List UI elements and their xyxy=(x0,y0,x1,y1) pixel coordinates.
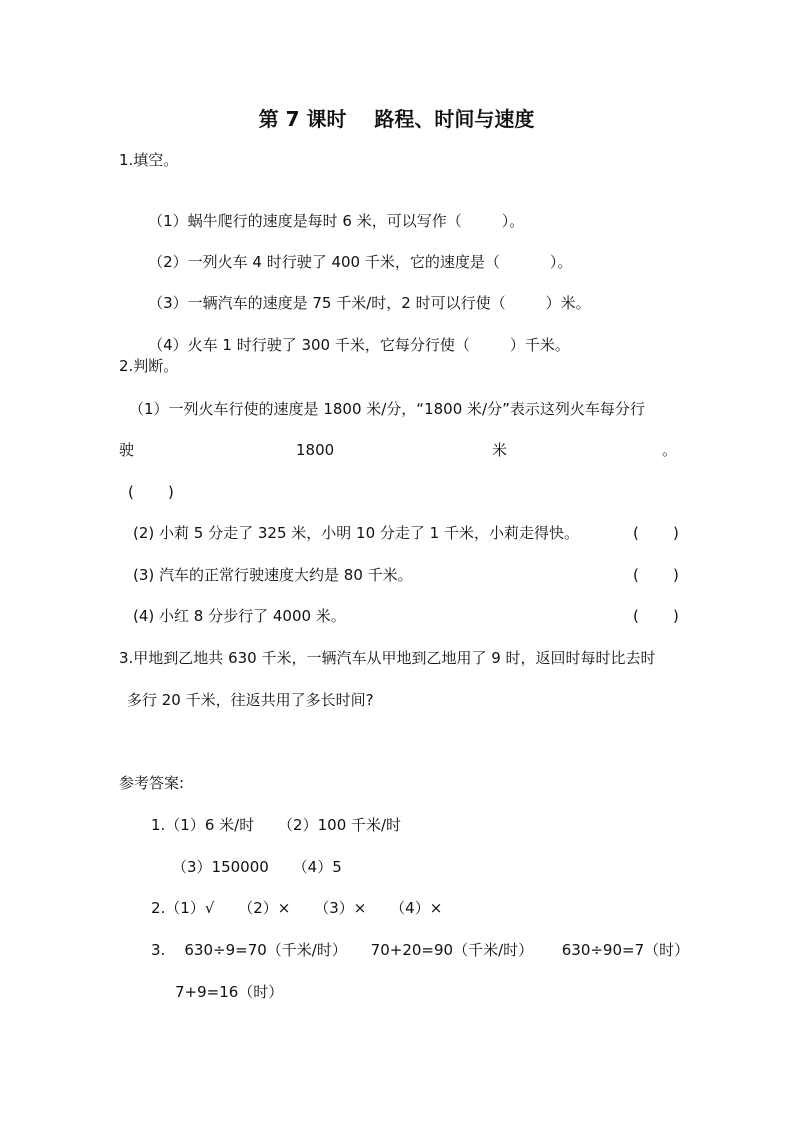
item-suffix: ）。 xyxy=(549,253,573,271)
answer-1-line1: 1.（1）6 米/时 （2）100 千米/时 xyxy=(151,816,402,834)
bracket-open: ( xyxy=(633,607,639,625)
judge-item-1-word: 米 xyxy=(492,441,508,459)
judge-item-4: (4) 小红 8 分步行了 4000 米。 xyxy=(133,607,346,625)
judge-item-3: (3) 汽车的正常行驶速度大约是 80 千米。 xyxy=(133,566,413,584)
item-text: （1）蜗牛爬行的速度是每时 6 米，可以写作（ xyxy=(148,212,462,230)
section2-heading: 2.判断。 xyxy=(119,357,179,375)
answers-heading: 参考答案: xyxy=(119,774,185,792)
bracket-open: ( xyxy=(128,483,134,501)
bracket-close: ) xyxy=(673,607,679,625)
item-text: （2）一列火车 4 时行驶了 400 千米，它的速度是（ xyxy=(148,253,500,271)
item-text: （3）一辆汽车的速度是 75 千米/时，2 时可以行使（ xyxy=(148,294,506,312)
judge-item-1-word: 1800 xyxy=(296,441,335,459)
page-title: 第 7 课时 路程、时间与速度 xyxy=(258,107,535,131)
bracket-close: ) xyxy=(673,524,679,542)
answer-2: 2.（1）√ （2）× （3）× （4）× xyxy=(151,899,443,917)
judge-item-1-word: 。 xyxy=(662,441,678,459)
bracket-open: ( xyxy=(633,524,639,542)
item-suffix: ）。 xyxy=(501,212,525,230)
item-suffix: ）千米。 xyxy=(509,336,570,354)
judge-item-1-word: 驶 xyxy=(119,441,135,459)
bracket-close: ) xyxy=(168,483,174,501)
answer-1-line2: （3）150000 （4）5 xyxy=(172,858,342,876)
answer-3-line1: 3. 630÷9=70（千米/时） 70+20=90（千米/时） 630÷90=7（时） xyxy=(151,941,690,959)
item-suffix: ）米。 xyxy=(545,294,591,312)
bracket-open: ( xyxy=(633,566,639,584)
section3-line2: 多行 20 千米，往返共用了多长时间? xyxy=(127,691,374,709)
bracket-close: ) xyxy=(673,566,679,584)
section1-heading: 1.填空。 xyxy=(119,151,179,169)
judge-item-2: (2) 小莉 5 分走了 325 米，小明 10 分走了 1 千米，小莉走得快。 xyxy=(133,524,579,542)
judge-item-1-line1: （1）一列火车行使的速度是 1800 米/分，“1800 米/分”表示这列火车每分行 xyxy=(129,400,645,418)
answer-3-line2: 7+9=16（时） xyxy=(175,983,284,1001)
fill-blank-item-4 xyxy=(129,315,570,375)
section3-line1: 3.甲地到乙地共 630 千米，一辆汽车从甲地到乙地用了 9 时，返回时每时比去时 xyxy=(119,649,656,667)
item-text: （4）火车 1 时行驶了 300 千米，它每分行使（ xyxy=(148,336,470,354)
